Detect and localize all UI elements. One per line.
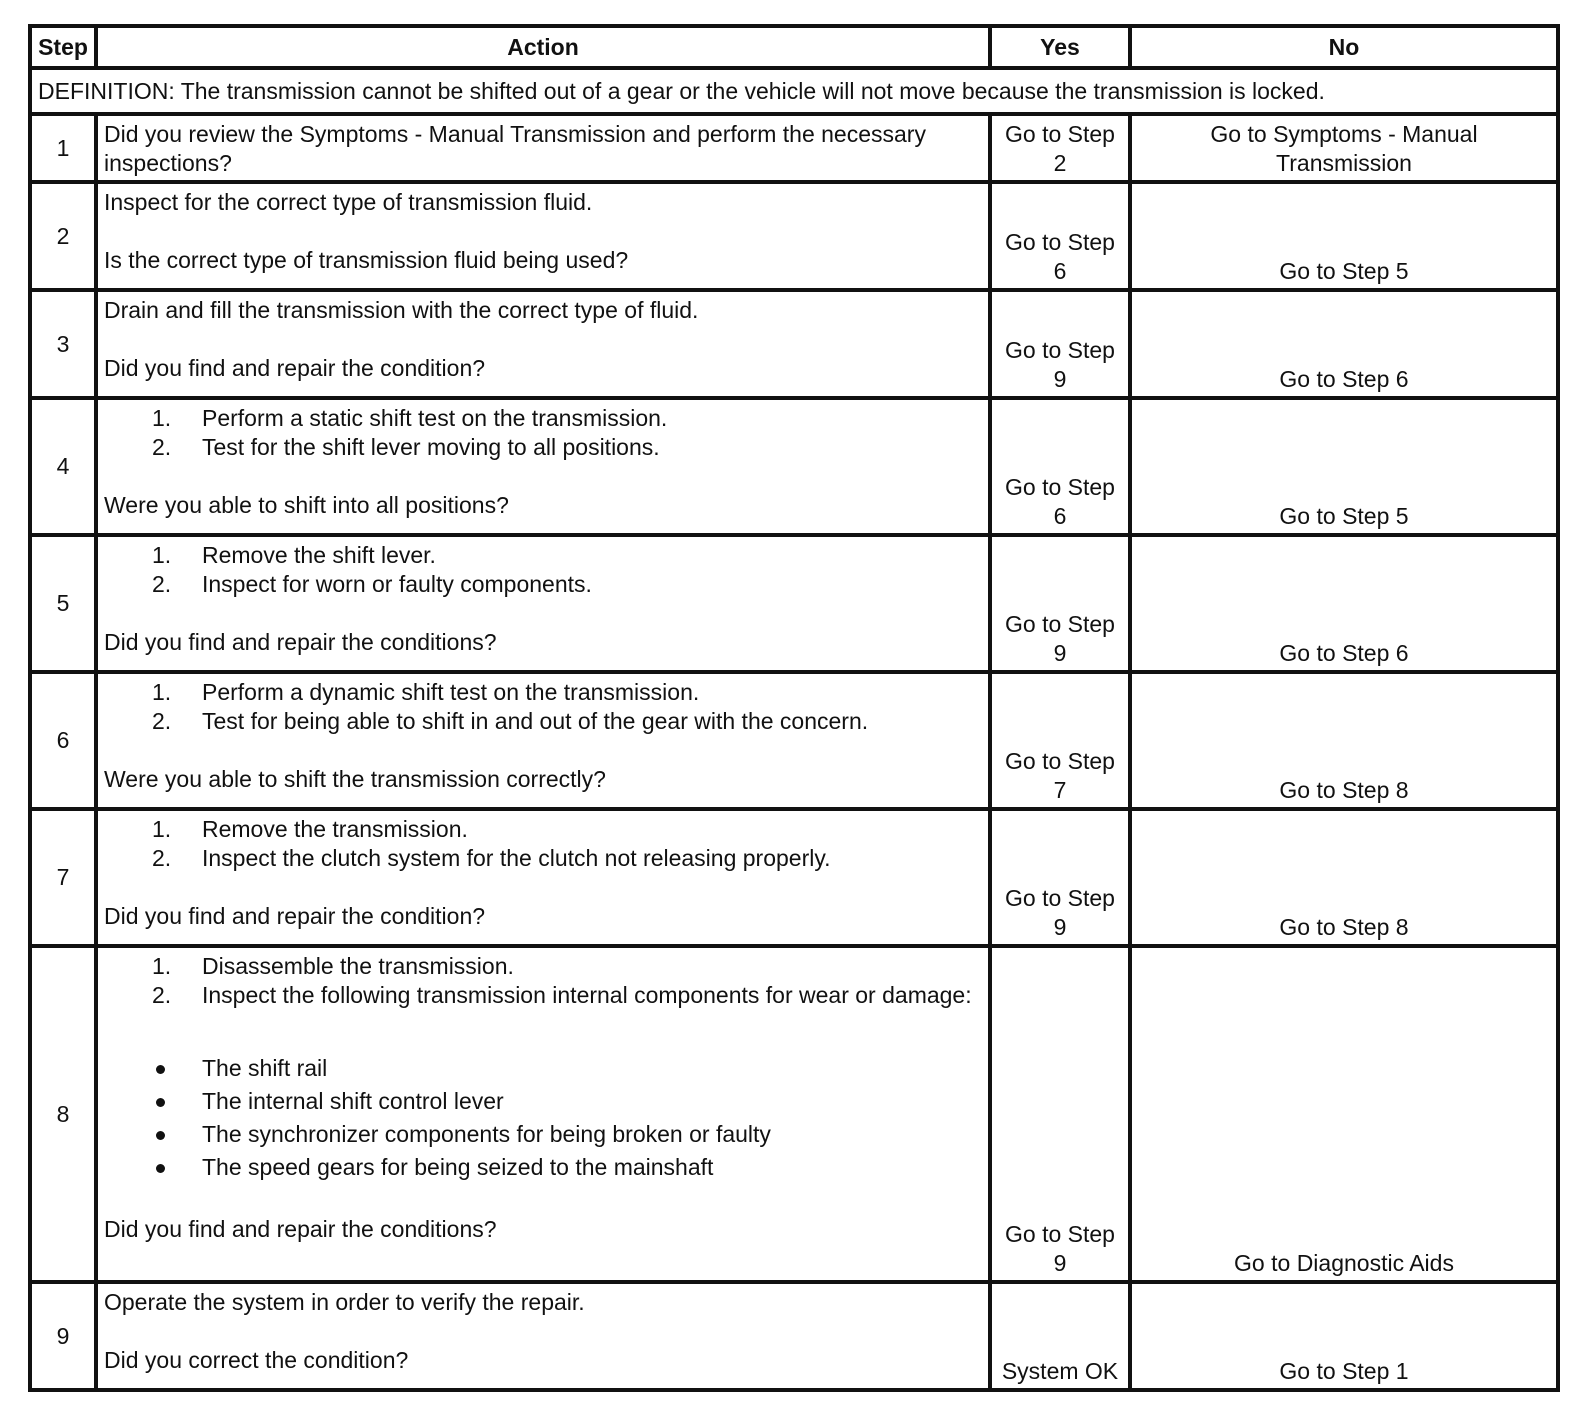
list-item [104,404,982,433]
yes-cell [990,114,1130,182]
no-cell [1130,398,1558,535]
yes-link[interactable]: Go to Step [1005,121,1115,147]
numbered-list [104,678,982,736]
action-question: Is the correct type of transmission fluid being used? [104,247,629,273]
yes-cell [990,809,1130,946]
step-number: 7 [30,809,96,946]
yes-cell [990,535,1130,672]
bullet-text: The synchronizer components for being broken or faulty [202,1121,771,1147]
action-question: Did you find and repair the conditions? [104,629,497,655]
step-number: 3 [30,290,96,398]
no-link[interactable]: Go to Step 6 [1279,640,1409,666]
numbered-list [104,541,982,599]
bullet-text: The speed gears for being seized to the mainshaft [202,1154,714,1180]
bullet-icon [156,1065,165,1074]
table-row [30,809,1558,946]
bullet-text: The shift rail [202,1055,328,1081]
action-question: Were you able to shift the transmission correctly? [104,766,606,792]
yes-link-step[interactable]: 6 [1053,258,1067,284]
yes-link-step[interactable]: 2 [1053,150,1067,176]
no-cell [1130,946,1558,1282]
no-cell [1130,535,1558,672]
action-cell [96,809,990,946]
list-number: 1. [152,816,172,842]
list-item [104,707,982,736]
list-number: 2. [152,571,172,597]
action-instruction: Drain and fill the transmission with the correct type of fluid. [104,297,699,323]
no-link[interactable]: Go to Step 6 [1279,366,1409,392]
yes-link-step[interactable]: 9 [1053,366,1067,392]
action-cell [96,1282,990,1390]
no-link-cont[interactable]: Transmission [1276,150,1412,176]
list-text: Test for the shift lever moving to all positions. [202,434,660,460]
yes-link[interactable]: Go to Step [1005,337,1115,363]
list-text: Perform a static shift test on the transmission. [202,405,668,431]
list-item [104,433,982,462]
bullet-item [104,1120,982,1149]
list-number: 1. [152,405,172,431]
no-link[interactable]: Go to Step 8 [1279,914,1409,940]
no-cell [1130,672,1558,809]
action-cell [96,114,990,182]
action-cell [96,182,990,290]
step-number: 1 [30,114,96,182]
table-row [30,114,1558,182]
no-cell [1130,114,1558,182]
yes-link-step[interactable]: 9 [1053,1250,1067,1276]
list-number: 2. [152,708,172,734]
yes-cell [990,182,1130,290]
step-number: 9 [30,1282,96,1390]
step-number: 2 [30,182,96,290]
list-item [104,815,982,844]
action-question: Did you review the Symptoms - Manual Transmission and perform the necessary inspections? [104,121,926,176]
step-number: 5 [30,535,96,672]
list-item [104,952,982,981]
list-number: 2. [152,434,172,460]
no-link[interactable]: Go to Step 5 [1279,258,1409,284]
list-number: 2. [152,845,172,871]
list-item [104,570,982,599]
list-text: Inspect for worn or faulty components. [202,571,592,597]
numbered-list [104,815,982,873]
header-no: No [1130,26,1558,68]
no-link[interactable]: Go to Diagnostic Aids [1234,1250,1454,1276]
list-number: 1. [152,679,172,705]
no-cell [1130,809,1558,946]
no-cell [1130,1282,1558,1390]
numbered-list [104,404,982,462]
list-text: Remove the shift lever. [202,542,436,568]
yes-cell [990,672,1130,809]
no-cell [1130,182,1558,290]
no-link[interactable]: Go to Symptoms - Manual [1210,121,1478,147]
action-cell [96,535,990,672]
table-row [30,672,1558,809]
yes-cell [990,1282,1130,1390]
step-number: 6 [30,672,96,809]
yes-link[interactable]: Go to Step [1005,229,1115,255]
yes-result[interactable]: System OK [1001,1358,1119,1384]
table-row [30,398,1558,535]
bullet-item [104,1087,982,1116]
diagnostic-table [28,24,1560,1392]
action-question: Did you find and repair the condition? [104,355,486,381]
no-link[interactable]: Go to Step 8 [1279,777,1409,803]
definition-text: DEFINITION: The transmission cannot be shifted out of a gear or the vehicle will not move because the transmission is locked. [30,68,1558,114]
list-item [104,541,982,570]
action-instruction: Operate the system in order to verify the repair. [104,1289,585,1315]
bullet-list [104,1054,982,1182]
action-question: Did you find and repair the conditions? [104,1216,497,1242]
step-number: 8 [30,946,96,1282]
bullet-text: The internal shift control lever [202,1088,504,1114]
action-cell [96,946,990,1282]
no-cell [1130,290,1558,398]
list-text: Test for being able to shift in and out of the gear with the concern. [202,708,869,734]
table-row [30,1282,1558,1390]
no-link[interactable]: Go to Step 5 [1279,503,1409,529]
yes-link-step[interactable]: 9 [1053,914,1067,940]
table-row [30,946,1558,1282]
list-text: Perform a dynamic shift test on the transmission. [202,679,700,705]
bullet-icon [156,1164,165,1173]
yes-link[interactable]: Go to Step [1005,885,1115,911]
yes-cell [990,290,1130,398]
yes-cell [990,398,1130,535]
table-row [30,182,1558,290]
yes-link-step[interactable]: 6 [1053,503,1067,529]
header-action: Action [96,26,990,68]
bullet-item [104,1054,982,1083]
list-text: Inspect the clutch system for the clutch not releasing properly. [202,845,831,871]
bullet-icon [156,1098,165,1107]
no-link[interactable]: Go to Step 1 [1279,1358,1409,1384]
list-number: 2. [152,982,172,1008]
yes-link[interactable]: Go to Step [1005,748,1115,774]
action-question: Did you find and repair the condition? [104,903,486,929]
bullet-icon [156,1131,165,1140]
yes-link-step[interactable]: 9 [1053,640,1067,666]
table-row [30,535,1558,672]
definition-row [30,68,1558,114]
yes-link[interactable]: Go to Step [1005,611,1115,637]
header-row [30,26,1558,68]
list-number: 1. [152,953,172,979]
step-number: 4 [30,398,96,535]
action-cell [96,398,990,535]
list-text: Remove the transmission. [202,816,468,842]
yes-link-step[interactable]: 7 [1053,777,1067,803]
yes-link[interactable]: Go to Step [1005,474,1115,500]
action-cell [96,290,990,398]
list-item [104,678,982,707]
bullet-item [104,1153,982,1182]
list-number: 1. [152,542,172,568]
header-yes: Yes [990,26,1130,68]
yes-link[interactable]: Go to Step [1005,1221,1115,1247]
numbered-list [104,952,982,1010]
table-row [30,290,1558,398]
action-cell [96,672,990,809]
list-text: Disassemble the transmission. [202,953,514,979]
action-instruction: Inspect for the correct type of transmission fluid. [104,189,593,215]
action-question: Did you correct the condition? [104,1347,409,1373]
yes-cell [990,946,1130,1282]
list-item [104,844,982,873]
list-text: Inspect the following transmission internal components for wear or damage: [202,982,972,1008]
list-item [104,981,982,1010]
header-step: Step [30,26,96,68]
action-question: Were you able to shift into all positions? [104,492,509,518]
